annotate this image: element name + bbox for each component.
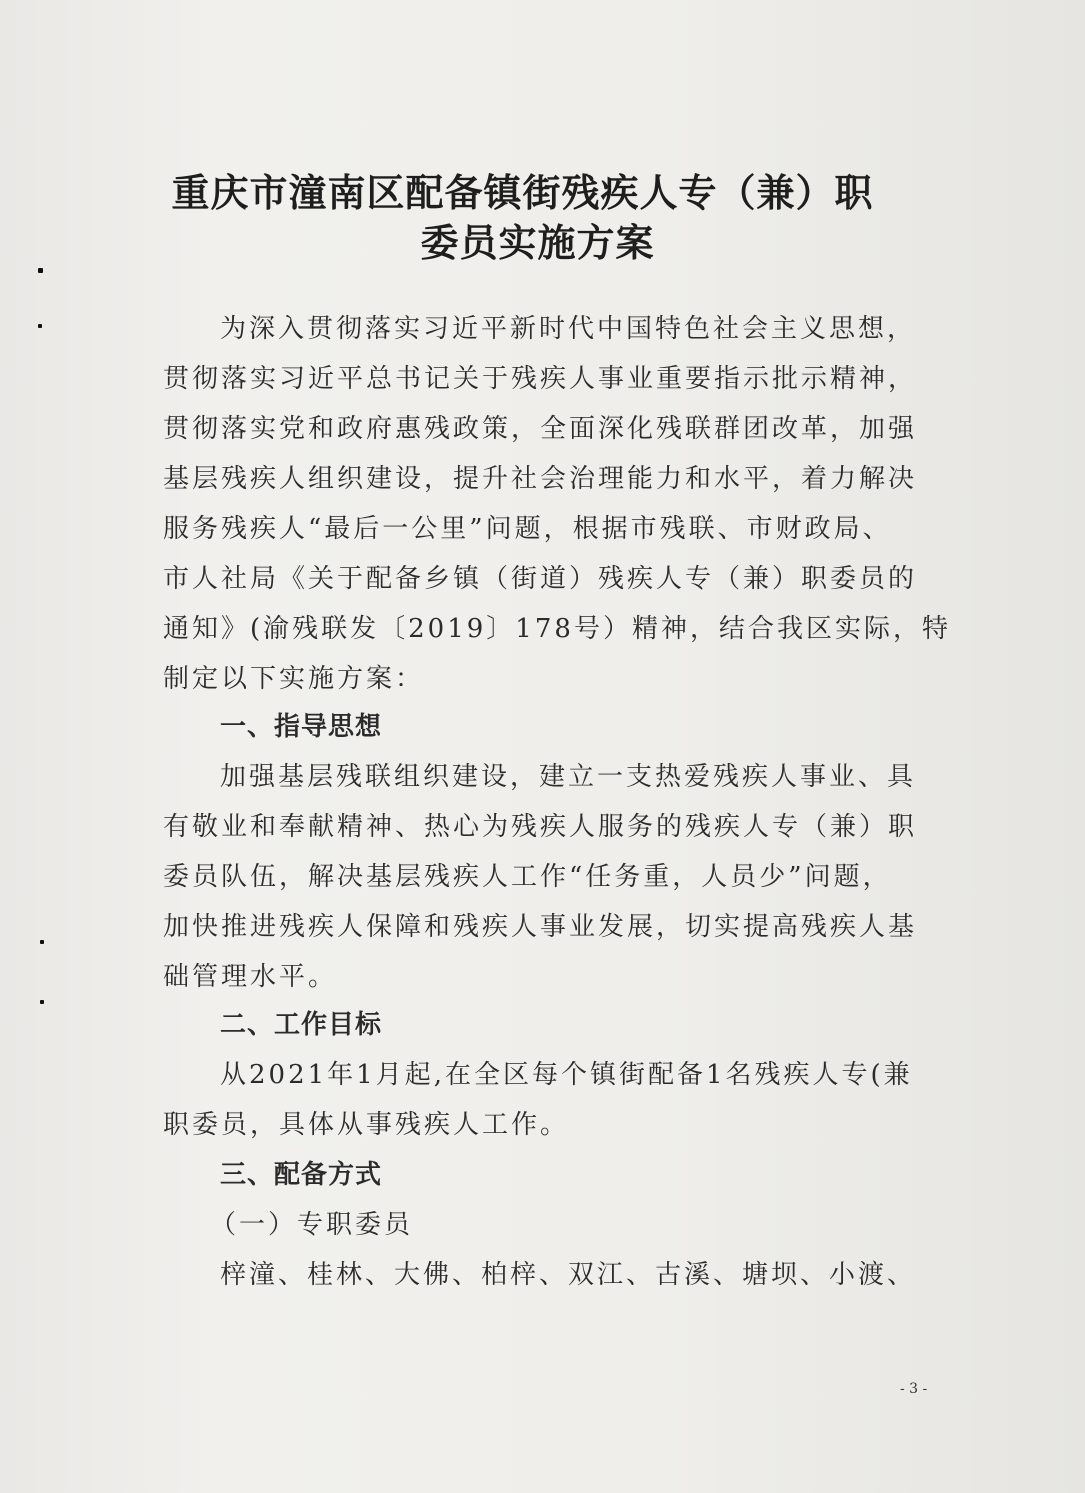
section-heading-guiding-thought: 一、指导思想 bbox=[220, 712, 383, 742]
scan-speck bbox=[38, 324, 42, 328]
section1-line: 加强基层残联组织建设，建立一支热爱残疾人事业、具 bbox=[220, 762, 917, 792]
section2-line: 从2021年1月起,在全区每个镇街配备1名残疾人专(兼 bbox=[220, 1060, 913, 1090]
subsection1-line: 梓潼、桂林、大佛、柏梓、双江、古溪、塘坝、小渡、 bbox=[220, 1260, 917, 1290]
scan-speck bbox=[40, 940, 44, 944]
intro-line: 贯彻落实党和政府惠残政策，全面深化残联群团改革，加强 bbox=[163, 414, 918, 444]
intro-line: 服务残疾人“最后一公里”问题，根据市残联、市财政局、 bbox=[163, 514, 892, 544]
section-heading-staffing-method: 三、配备方式 bbox=[220, 1160, 383, 1190]
section2-line: 职委员，具体从事残疾人工作。 bbox=[163, 1110, 570, 1140]
document-title-line-2: 委员实施方案 bbox=[420, 221, 655, 265]
intro-line: 市人社局《关于配备乡镇（街道）残疾人专（兼）职委员的 bbox=[163, 564, 918, 594]
page-number: - 3 - bbox=[900, 1381, 928, 1397]
intro-line: 基层残疾人组织建设，提升社会治理能力和水平，着力解决 bbox=[163, 464, 918, 494]
section1-line: 有敬业和奉献精神、热心为残疾人服务的残疾人专（兼）职 bbox=[163, 812, 918, 842]
section1-line: 础管理水平。 bbox=[163, 962, 338, 992]
intro-line: 贯彻落实习近平总书记关于残疾人事业重要指示批示精神， bbox=[163, 364, 918, 394]
section-heading-work-goal: 二、工作目标 bbox=[220, 1010, 383, 1040]
subsection-heading-full-time: （一）专职委员 bbox=[210, 1210, 414, 1240]
section1-line: 委员队伍，解决基层残疾人工作“任务重，人员少”问题， bbox=[163, 862, 892, 892]
section1-line: 加快推进残疾人保障和残疾人事业发展，切实提高残疾人基 bbox=[163, 912, 918, 942]
document-title-line-1: 重庆市潼南区配备镇街残疾人专（兼）职 bbox=[171, 171, 874, 215]
scan-speck bbox=[40, 1000, 44, 1004]
scan-speck bbox=[38, 268, 43, 273]
intro-line: 为深入贯彻落实习近平新时代中国特色社会主义思想， bbox=[220, 314, 917, 344]
intro-line: 通知》(渝残联发〔2019〕178号）精神，结合我区实际，特 bbox=[163, 614, 951, 644]
intro-line: 制定以下实施方案： bbox=[163, 664, 425, 694]
